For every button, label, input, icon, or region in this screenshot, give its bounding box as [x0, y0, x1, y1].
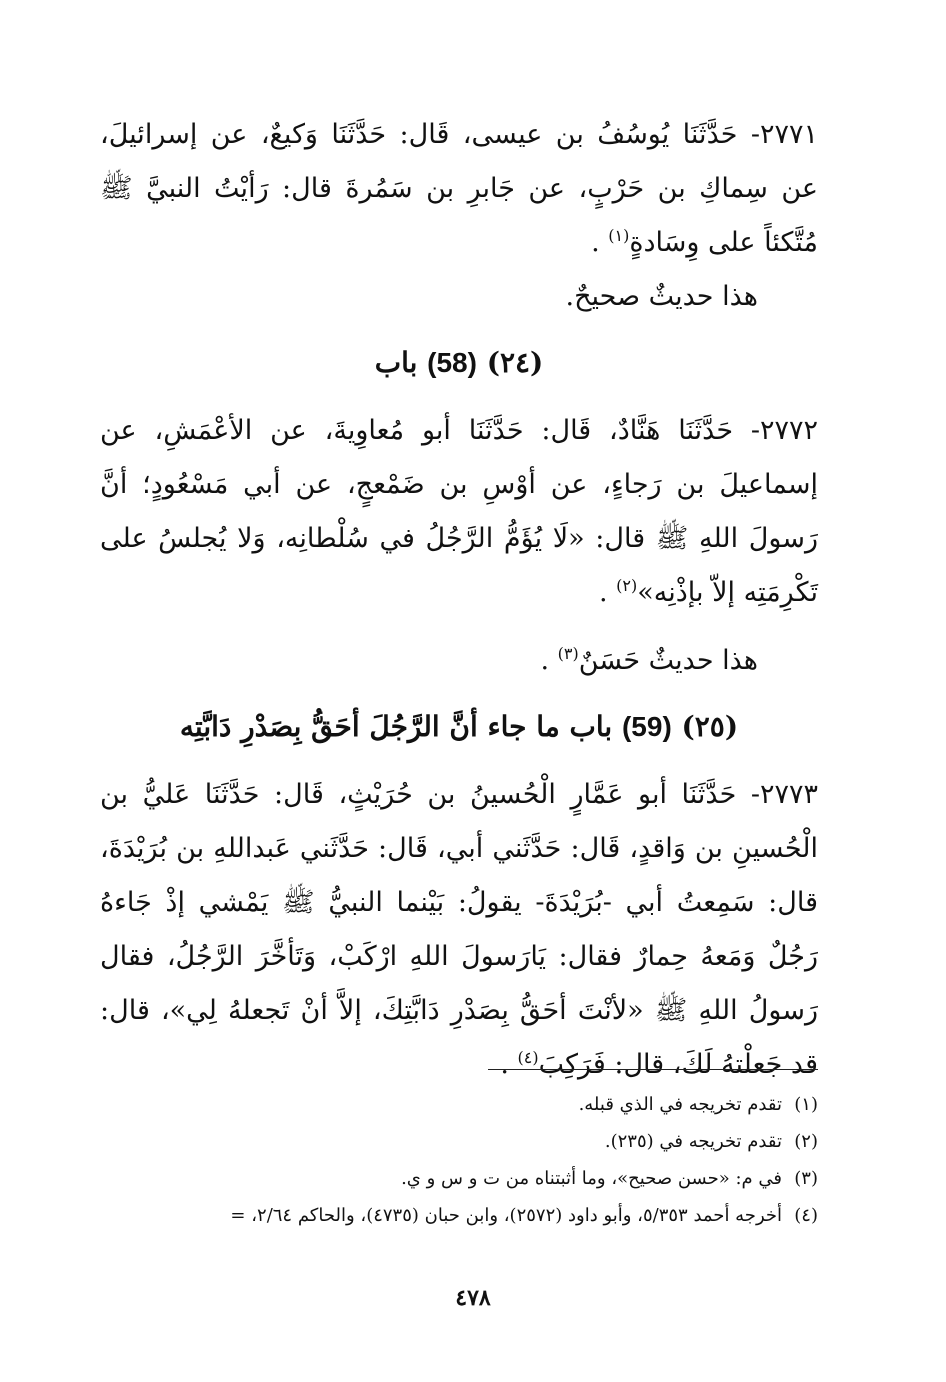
- page-body: [100, 108, 818, 1092]
- footnote-number: (٤): [794, 1205, 818, 1226]
- footnote-item: [80, 1160, 818, 1197]
- hadith-verdict: [100, 634, 818, 688]
- footnote-text: تقدم تخريجه في الذي قبله.: [578, 1094, 782, 1115]
- hadith-verdict: هذا حديثٌ صحيحٌ.: [565, 281, 758, 312]
- chapter-title: باب ما جاء أنَّ الرَّجُلَ أحَقُّ بِصَدْرِ دَابَّتِه: [179, 710, 613, 743]
- footnote-separator: [488, 1069, 818, 1070]
- hadith-end: .: [598, 577, 617, 608]
- footnote-item: [80, 1123, 818, 1160]
- footnote-text: في م: «حسن صحيح»، وما أثبتناه من ت و س و ي.: [401, 1168, 782, 1189]
- hadith-text: ٢٧٧١- حَدَّثَنَا يُوسُفُ بن عيسى، قَال: حَدَّثَنَا وَكيعٌ، عن إسرائيلَ، عن سِماكِ بن حَرْبٍ، عن جَابرِ بن سَمُرةَ قال: رَأيْتُ النبيَّ ﷺ مُتَّكئاً على وِسَادةٍ: [100, 119, 818, 258]
- hadith-2771: [100, 108, 818, 270]
- chapter-number: (٢٤): [486, 346, 544, 379]
- footnotes: [80, 1086, 818, 1234]
- footnote-ref: (١): [608, 226, 630, 245]
- footnote-number: (١): [794, 1094, 818, 1115]
- chapter-heading-25: [100, 700, 818, 754]
- page-number: ٤٧٨: [455, 1285, 491, 1311]
- hadith-2773: [100, 768, 818, 1092]
- hadith-text: ٢٧٧٢- حَدَّثَنَا هَنَّادٌ، قَال: حَدَّثَنَا أبو مُعاوِيةَ، عن الأعْمَشِ، عن إسماعيلَ بن رَجاءٍ، عن أوْسِ بن ضَمْعجٍ، عن أبي مَسْعُودٍ؛ أنَّ رَسولَ اللهِ ﷺ قال: «لَا يُؤَمُّ الرَّجُلُ في سُلْطانِه، وَلا يُجلسُ على تَكْرِمَتِه إلاّ بإذْنِه»: [100, 415, 818, 608]
- footnote-ref: (٤): [517, 1048, 539, 1067]
- footnote-number: (٣): [794, 1168, 818, 1189]
- chapter-title: باب: [374, 346, 418, 379]
- chapter-number-latin: (58): [427, 347, 477, 378]
- footnote-text: أخرجه أحمد ٥/٣٥٣، وأبو داود (٢٥٧٢)، وابن حبان (٤٧٣٥)، والحاكم ٢/٦٤، =: [230, 1205, 782, 1226]
- footnote-item: [80, 1197, 818, 1234]
- footnote-number: (٢): [794, 1131, 818, 1152]
- hadith-end: .: [591, 227, 609, 258]
- hadith-text: ٢٧٧٣- حَدَّثَنَا أبو عَمَّارٍ الْحُسينُ بن حُرَيْثٍ، قَال: حَدَّثَنَا عَليُّ بن الْحُسينِ بن وَاقدٍ، قَال: حَدَّثَني أبي، قَال: حَدَّثَني عَبداللهِ بن بُرَيْدَةَ، قال: سَمِعتُ أبي -بُرَيْدَةَ- يقولُ: بَيْنما النبيُّ ﷺ يَمْشي إذْ جَاءهُ رَجُلٌ وَمَعهُ حِمارٌ فقال: يَارَسولَ اللهِ ارْكَبْ، وَتَأخَّرَ الرَّجُلُ، فقال رَسولُ اللهِ ﷺ «لأنْتَ أحَقُّ بِصَدْرِ دَابَّتِكَ، إلاَّ أنْ تَجعلهُ لِي»، قال: قد جَعلْتهُ لَكَ، قال: فَرَكِبَ: [100, 779, 818, 1080]
- hadith-2772: [100, 404, 818, 620]
- hadith-end: .: [500, 1049, 518, 1080]
- chapter-number-latin: (59): [621, 711, 672, 742]
- footnote-text: تقدم تخريجه في (٢٣٥).: [604, 1131, 782, 1152]
- chapter-heading-24: [100, 336, 818, 390]
- footnote-ref: (٣): [557, 644, 579, 663]
- footnote-item: [80, 1086, 818, 1123]
- chapter-number: (٢٥): [681, 710, 739, 743]
- verdict-end: .: [540, 645, 558, 676]
- footnote-ref: (٢): [616, 576, 638, 595]
- verdict-text: هذا حديثٌ حَسَنٌ: [578, 645, 758, 676]
